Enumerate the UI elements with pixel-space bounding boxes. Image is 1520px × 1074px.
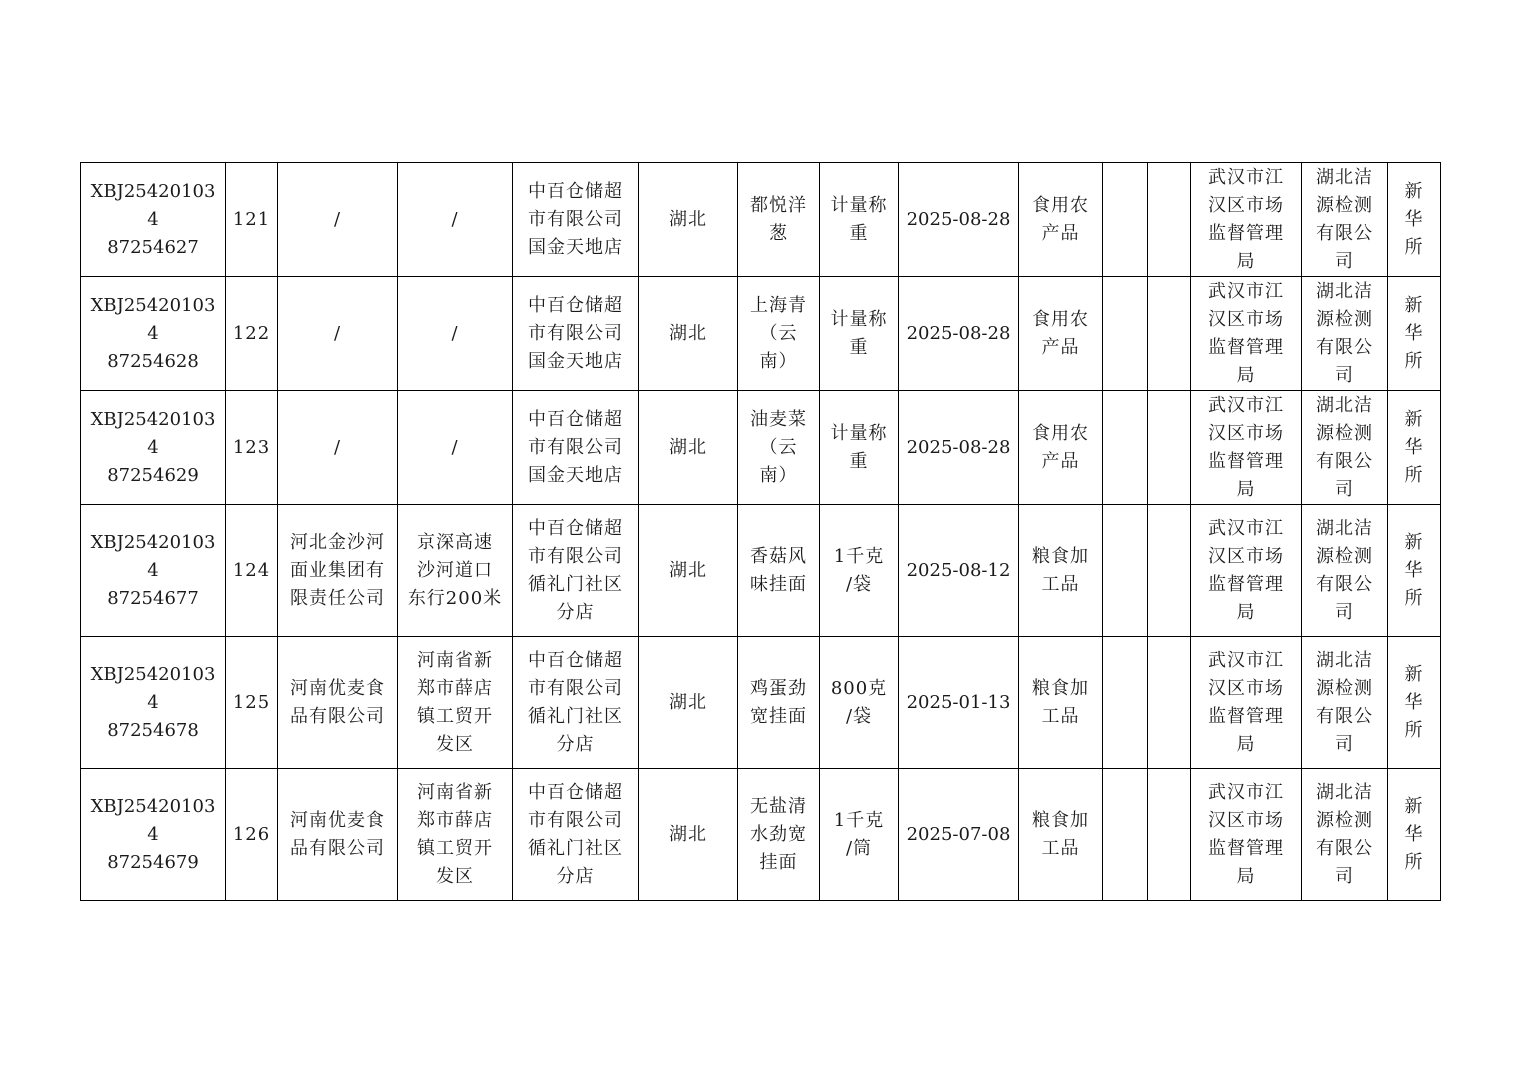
food-category-cell: 食用农 产品: [1019, 391, 1103, 505]
unit-cell: 新 华 所: [1388, 391, 1441, 505]
specification-cell: 计量称 重: [820, 277, 899, 391]
specification-cell: 1千克 /袋: [820, 505, 899, 637]
product-name-cell: 无盐清 水劲宽 挂面: [738, 769, 820, 901]
task-source-cell: 武汉市江 汉区市场 监督管理 局: [1191, 637, 1302, 769]
food-category-cell: 食用农 产品: [1019, 277, 1103, 391]
production-date-cell: 2025-08-12: [899, 505, 1019, 637]
empty-cell: [1148, 277, 1191, 391]
province-cell: 湖北: [639, 163, 738, 277]
testing-agency-cell: 湖北洁 源检测 有限公 司: [1302, 391, 1388, 505]
province-cell: 湖北: [639, 769, 738, 901]
table-row: [81, 391, 1441, 505]
province-cell: 湖北: [639, 391, 738, 505]
unit-cell: 新 华 所: [1388, 769, 1441, 901]
empty-cell: [1148, 163, 1191, 277]
sampled-entity-cell: 中百仓储超 市有限公司 循礼门社区 分店: [513, 637, 639, 769]
unit-cell: 新 华 所: [1388, 277, 1441, 391]
manufacturer-cell: /: [278, 277, 398, 391]
unit-cell: 新 华 所: [1388, 505, 1441, 637]
manufacturer-address-cell: /: [398, 391, 513, 505]
manufacturer-address-cell: 河南省新 郑市薛店 镇工贸开 发区: [398, 769, 513, 901]
product-name-cell: 上海青 （云 南）: [738, 277, 820, 391]
task-source-cell: 武汉市江 汉区市场 监督管理 局: [1191, 505, 1302, 637]
manufacturer-address-cell: /: [398, 163, 513, 277]
sequence-cell: 121: [226, 163, 278, 277]
province-cell: 湖北: [639, 505, 738, 637]
sample-id-cell: XBJ254201034 87254628: [81, 277, 226, 391]
product-name-cell: 香菇风 味挂面: [738, 505, 820, 637]
product-name-cell: 鸡蛋劲 宽挂面: [738, 637, 820, 769]
province-cell: 湖北: [639, 277, 738, 391]
table-row: [81, 505, 1441, 637]
sample-id-cell: XBJ254201034 87254627: [81, 163, 226, 277]
unit-cell: 新 华 所: [1388, 163, 1441, 277]
specification-cell: 1千克 /筒: [820, 769, 899, 901]
sampled-entity-cell: 中百仓储超 市有限公司 国金天地店: [513, 391, 639, 505]
empty-cell: [1103, 163, 1148, 277]
task-source-cell: 武汉市江 汉区市场 监督管理 局: [1191, 277, 1302, 391]
manufacturer-cell: 河南优麦食 品有限公司: [278, 769, 398, 901]
empty-cell: [1148, 769, 1191, 901]
empty-cell: [1103, 277, 1148, 391]
inspection-results-table: [80, 162, 1441, 901]
testing-agency-cell: 湖北洁 源检测 有限公 司: [1302, 769, 1388, 901]
empty-cell: [1103, 391, 1148, 505]
sample-id-cell: XBJ254201034 87254677: [81, 505, 226, 637]
manufacturer-cell: 河南优麦食 品有限公司: [278, 637, 398, 769]
manufacturer-cell: /: [278, 391, 398, 505]
province-cell: 湖北: [639, 637, 738, 769]
production-date-cell: 2025-07-08: [899, 769, 1019, 901]
production-date-cell: 2025-08-28: [899, 163, 1019, 277]
task-source-cell: 武汉市江 汉区市场 监督管理 局: [1191, 769, 1302, 901]
food-category-cell: 粮食加 工品: [1019, 637, 1103, 769]
table-row: [81, 637, 1441, 769]
sample-id-cell: XBJ254201034 87254678: [81, 637, 226, 769]
task-source-cell: 武汉市江 汉区市场 监督管理 局: [1191, 163, 1302, 277]
manufacturer-address-cell: 河南省新 郑市薛店 镇工贸开 发区: [398, 637, 513, 769]
sequence-cell: 126: [226, 769, 278, 901]
production-date-cell: 2025-08-28: [899, 277, 1019, 391]
manufacturer-cell: 河北金沙河 面业集团有 限责任公司: [278, 505, 398, 637]
sequence-cell: 124: [226, 505, 278, 637]
testing-agency-cell: 湖北洁 源检测 有限公 司: [1302, 637, 1388, 769]
product-name-cell: 油麦菜 （云 南）: [738, 391, 820, 505]
table-row: [81, 277, 1441, 391]
sampled-entity-cell: 中百仓储超 市有限公司 国金天地店: [513, 277, 639, 391]
sampled-entity-cell: 中百仓储超 市有限公司 循礼门社区 分店: [513, 769, 639, 901]
manufacturer-address-cell: 京深高速 沙河道口 东行200米: [398, 505, 513, 637]
specification-cell: 800克 /袋: [820, 637, 899, 769]
manufacturer-address-cell: /: [398, 277, 513, 391]
sample-id-cell: XBJ254201034 87254679: [81, 769, 226, 901]
product-name-cell: 都悦洋 葱: [738, 163, 820, 277]
food-category-cell: 食用农 产品: [1019, 163, 1103, 277]
empty-cell: [1103, 637, 1148, 769]
testing-agency-cell: 湖北洁 源检测 有限公 司: [1302, 277, 1388, 391]
empty-cell: [1148, 391, 1191, 505]
empty-cell: [1103, 505, 1148, 637]
testing-agency-cell: 湖北洁 源检测 有限公 司: [1302, 163, 1388, 277]
task-source-cell: 武汉市江 汉区市场 监督管理 局: [1191, 391, 1302, 505]
sampled-entity-cell: 中百仓储超 市有限公司 循礼门社区 分店: [513, 505, 639, 637]
food-category-cell: 粮食加 工品: [1019, 769, 1103, 901]
sequence-cell: 122: [226, 277, 278, 391]
production-date-cell: 2025-08-28: [899, 391, 1019, 505]
sequence-cell: 125: [226, 637, 278, 769]
sampled-entity-cell: 中百仓储超 市有限公司 国金天地店: [513, 163, 639, 277]
sample-id-cell: XBJ254201034 87254629: [81, 391, 226, 505]
food-category-cell: 粮食加 工品: [1019, 505, 1103, 637]
empty-cell: [1148, 505, 1191, 637]
sequence-cell: 123: [226, 391, 278, 505]
table-row: [81, 769, 1441, 901]
specification-cell: 计量称 重: [820, 163, 899, 277]
empty-cell: [1103, 769, 1148, 901]
manufacturer-cell: /: [278, 163, 398, 277]
production-date-cell: 2025-01-13: [899, 637, 1019, 769]
table-row: [81, 163, 1441, 277]
unit-cell: 新 华 所: [1388, 637, 1441, 769]
testing-agency-cell: 湖北洁 源检测 有限公 司: [1302, 505, 1388, 637]
specification-cell: 计量称 重: [820, 391, 899, 505]
empty-cell: [1148, 637, 1191, 769]
